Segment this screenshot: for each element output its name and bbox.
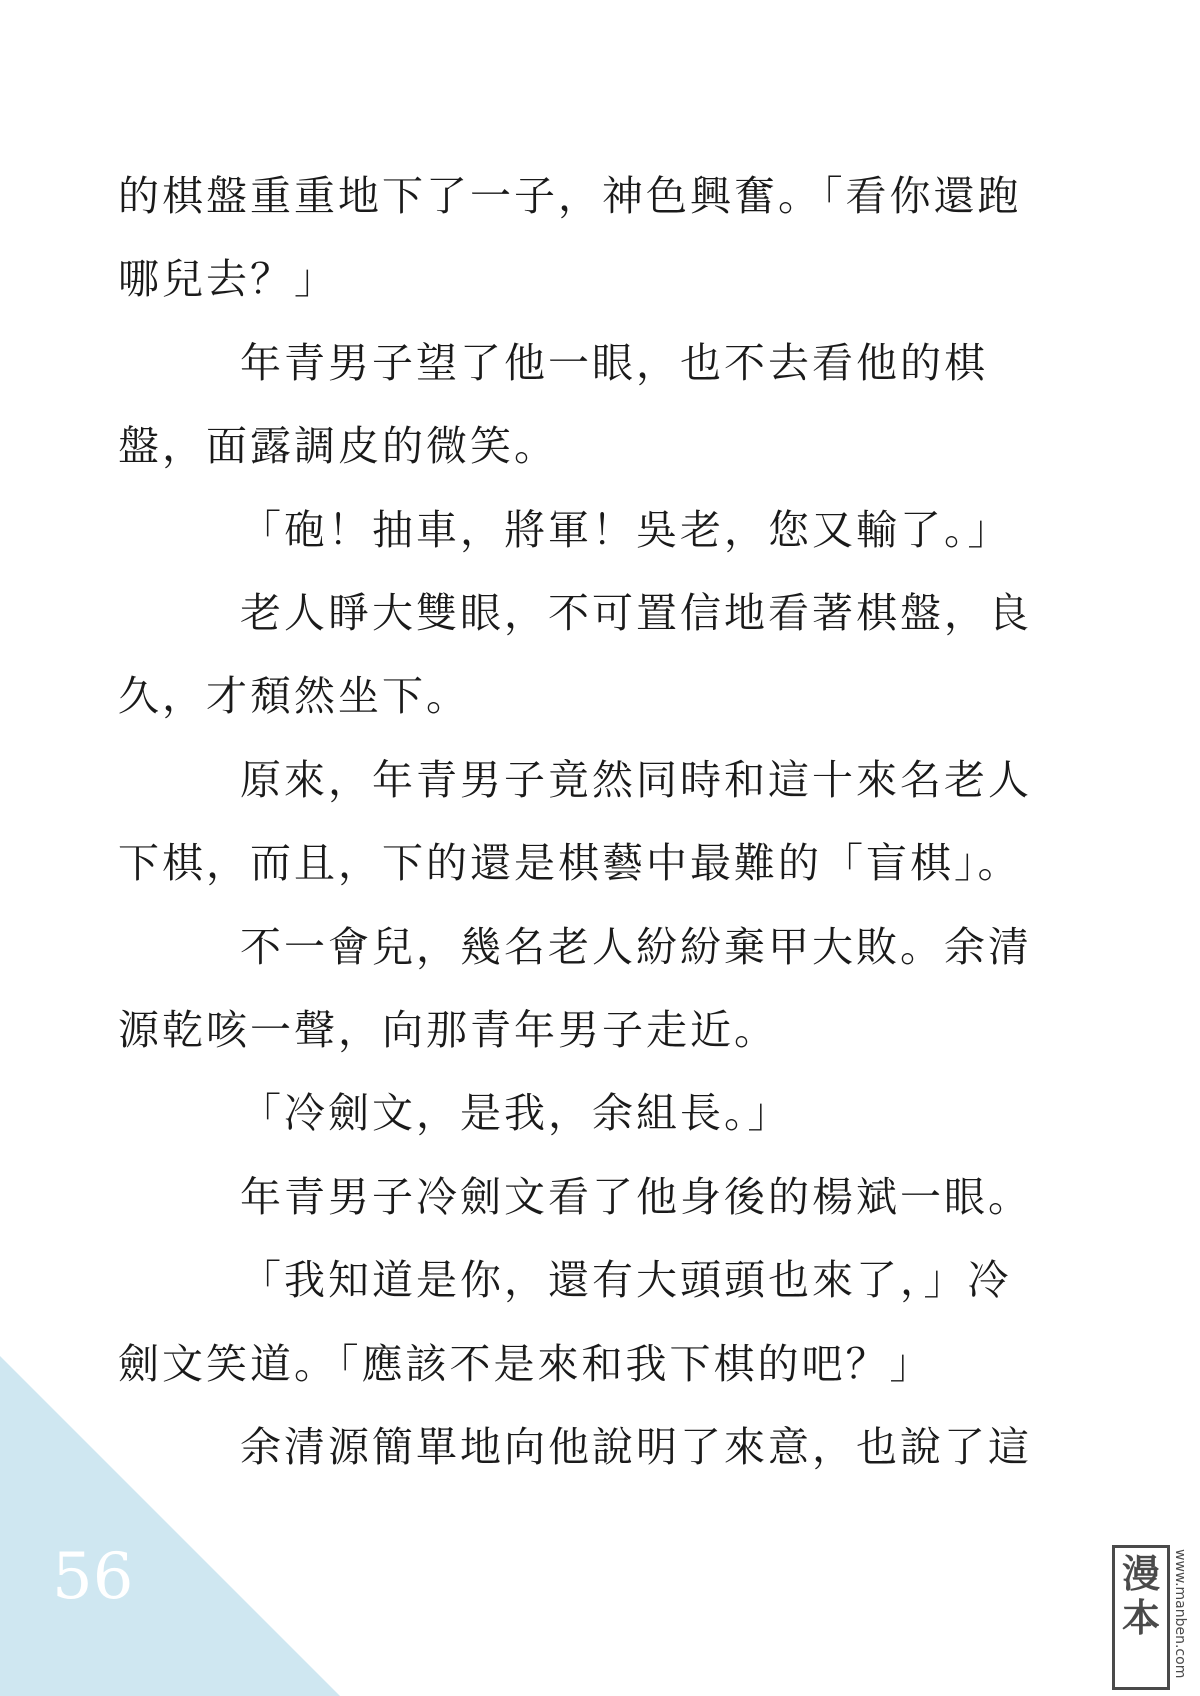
text-line: 哪兒去？」 xyxy=(118,255,338,304)
text-line: 余清源簡單地向他說明了來意，也說了這 xyxy=(240,1423,1032,1472)
text-line: 盤，面露調皮的微笑。 xyxy=(118,422,558,471)
text-line: 源乾咳一聲，向那青年男子走近。 xyxy=(118,1006,778,1055)
watermark-logo-text: 漫本 xyxy=(1121,1552,1160,1640)
text-line: 原來，年青男子竟然同時和這十來名老人 xyxy=(240,755,1032,804)
text-line: 不一會兒，幾名老人紛紛棄甲大敗。余清 xyxy=(240,922,1032,971)
text-line: 劍文笑道。「應該不是來和我下棋的吧？」 xyxy=(118,1339,934,1388)
text-line: 「冷劍文，是我，余組長。」 xyxy=(240,1089,792,1138)
watermark-url: www.manben.com xyxy=(1172,1549,1188,1679)
watermark xyxy=(1112,1545,1192,1690)
text-line: 「我知道是你，還有大頭頭也來了，」冷 xyxy=(240,1256,1012,1305)
text-line: 老人睜大雙眼，不可置信地看著棋盤，良 xyxy=(240,589,1032,638)
text-line: 下棋，而且，下的還是棋藝中最難的「盲棋」。 xyxy=(118,839,1022,888)
text-line: 「砲！抽車，將軍！吳老，您又輸了。」 xyxy=(240,505,1012,554)
watermark-logo-box xyxy=(1112,1545,1170,1690)
text-line: 年青男子望了他一眼，也不去看他的棋 xyxy=(240,338,988,387)
page-number: 56 xyxy=(52,1540,134,1614)
body-text xyxy=(118,155,1093,1490)
text-line: 年青男子冷劍文看了他身後的楊斌一眼。 xyxy=(240,1172,1032,1221)
text-line: 的棋盤重重地下了一子，神色興奮。「看你還跑 xyxy=(118,172,1022,220)
text-line: 久，才頹然坐下。 xyxy=(118,672,470,721)
